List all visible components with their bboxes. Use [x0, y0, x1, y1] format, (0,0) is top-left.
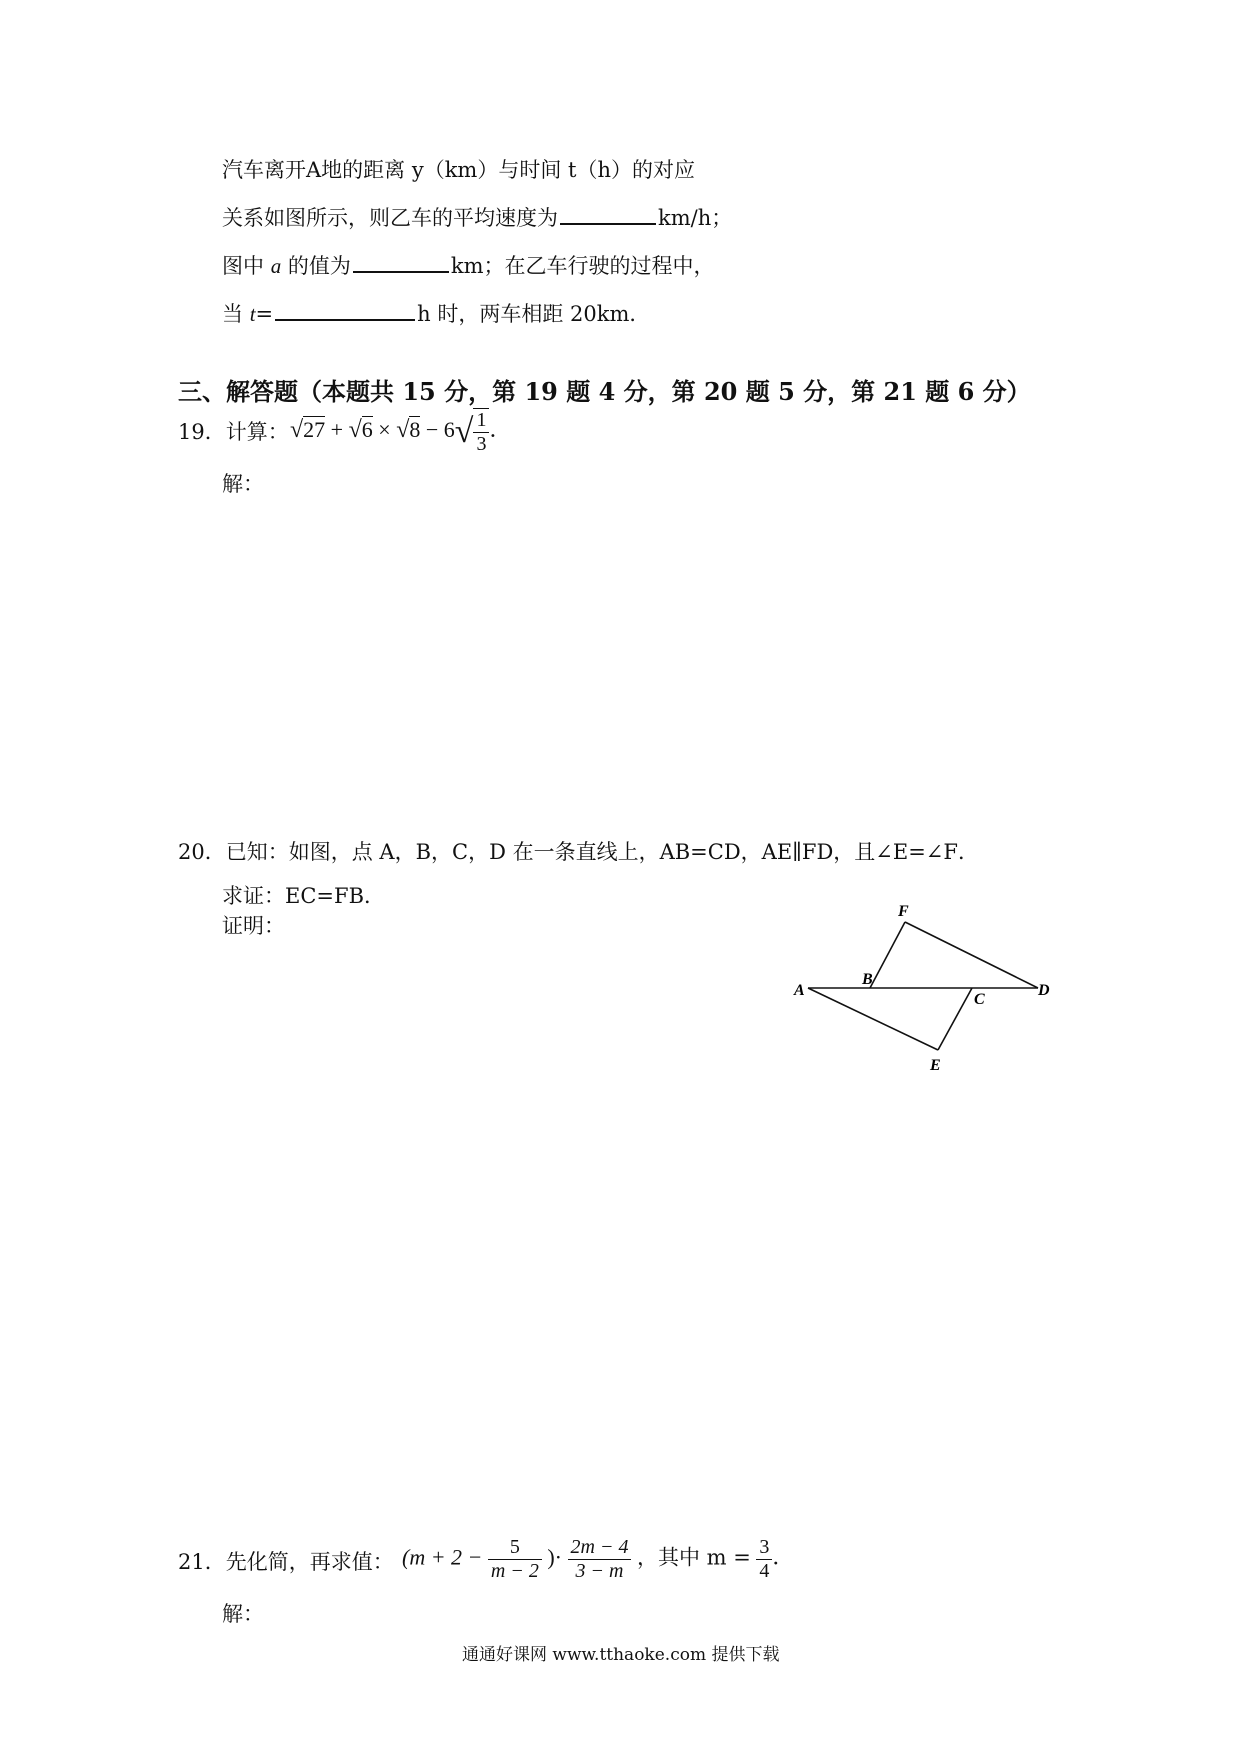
q18-line3-mid: 的值为 [287, 254, 351, 278]
q21-fraction-3 [756, 1536, 772, 1583]
q18-line2-pre: 关系如图所示，则乙车的平均速度为 [222, 206, 558, 230]
answer-blank-a[interactable] [353, 270, 449, 273]
label-a: A [794, 982, 805, 999]
section-3-heading: 三、解答题（本题共 15 分，第 19 题 4 分，第 20 题 5 分，第 21 题 6 分） [178, 377, 1031, 406]
q18-line1 [222, 160, 695, 181]
q21-open: (m + 2 − [402, 1544, 483, 1570]
q21-frac2-num: 2m − 4 [568, 1536, 632, 1560]
q21-fraction-2 [568, 1536, 632, 1583]
q21-expression [402, 1536, 794, 1583]
q18-variable-a: a [270, 254, 282, 278]
q20-figure [790, 900, 1050, 1080]
q18-line4 [222, 304, 650, 325]
q18-line4-post: h 时，两车相距 20km． [417, 302, 651, 326]
q18-line4-pre: 当 [222, 302, 243, 326]
q19 [178, 422, 289, 443]
q19-radicand-6: 6 [361, 417, 373, 443]
q21-close: )· [547, 1544, 563, 1570]
q21-number: 21． [178, 1550, 226, 1574]
q18-variable-t: t [249, 302, 256, 326]
q19-number: 19． [178, 420, 226, 444]
segment-fd [905, 922, 1038, 988]
q21-frac2-den: 3 − m [575, 1560, 624, 1582]
q21-frac3-den: 4 [759, 1560, 770, 1582]
q19-radicand-8: 8 [409, 417, 421, 443]
q19-minus: − 6 [425, 417, 455, 443]
q20-number: 20． [178, 840, 226, 864]
q18-line2-post: km/h； [658, 206, 733, 230]
q19-frac-num: 1 [473, 409, 489, 433]
q21-end: ． [772, 1544, 795, 1570]
q18-line1-text: 汽车离开A地的距离 y（km）与时间 t（h）的对应 [222, 158, 695, 182]
q19-end: ． [489, 417, 512, 443]
q18-line4-eq: = [255, 302, 274, 326]
label-b: B [862, 971, 873, 988]
segment-bf [870, 922, 905, 988]
q20-given-text: 已知：如图，点 A，B，C，D 在一条直线上，AB=CD，AE∥FD，且∠E=∠F． [225, 840, 979, 864]
q18-line3 [222, 256, 715, 277]
q18-line3-post: km；在乙车行驶的过程中， [450, 254, 715, 278]
q21-frac3-num: 3 [756, 1536, 772, 1560]
q19-prompt: 计算： [225, 420, 289, 444]
q20-proof-label: 证明： [222, 914, 285, 938]
q19-expression: √27 + √6 × √8 − 6√ $\frac{1}{3}$ ． [290, 409, 512, 455]
q19-plus: + [330, 417, 344, 443]
q21 [178, 1552, 394, 1573]
q19-fraction [473, 408, 489, 456]
page-footer: 通通好课网 www.tthaoke.com 提供下载 [462, 1645, 780, 1665]
label-f: F [898, 903, 909, 920]
label-e: E [930, 1057, 941, 1074]
label-c: C [974, 991, 985, 1008]
q21-prompt: 先化简，再求值： [225, 1550, 394, 1574]
segment-ae [808, 988, 938, 1050]
q20-given [178, 842, 979, 863]
q21-fraction-1 [488, 1536, 542, 1583]
q19-radicand-27: 27 [303, 417, 326, 443]
q19-answer-label: 解： [222, 472, 264, 496]
answer-blank-speed[interactable] [560, 222, 656, 225]
q18-line2 [222, 208, 732, 229]
q19-frac-den: 3 [476, 433, 487, 455]
q21-frac1-num: 5 [488, 1536, 542, 1560]
q18-line3-pre: 图中 [222, 254, 264, 278]
q21-where: ，其中 m = [636, 1545, 751, 1570]
label-d: D [1038, 982, 1050, 999]
q21-frac1-den: m − 2 [490, 1560, 539, 1582]
answer-blank-t[interactable] [275, 318, 415, 321]
q20-prove: 求证：EC=FB． [222, 884, 385, 908]
segment-ec [938, 988, 972, 1050]
q21-answer-label: 解： [222, 1602, 264, 1626]
q19-times: × [378, 417, 391, 443]
